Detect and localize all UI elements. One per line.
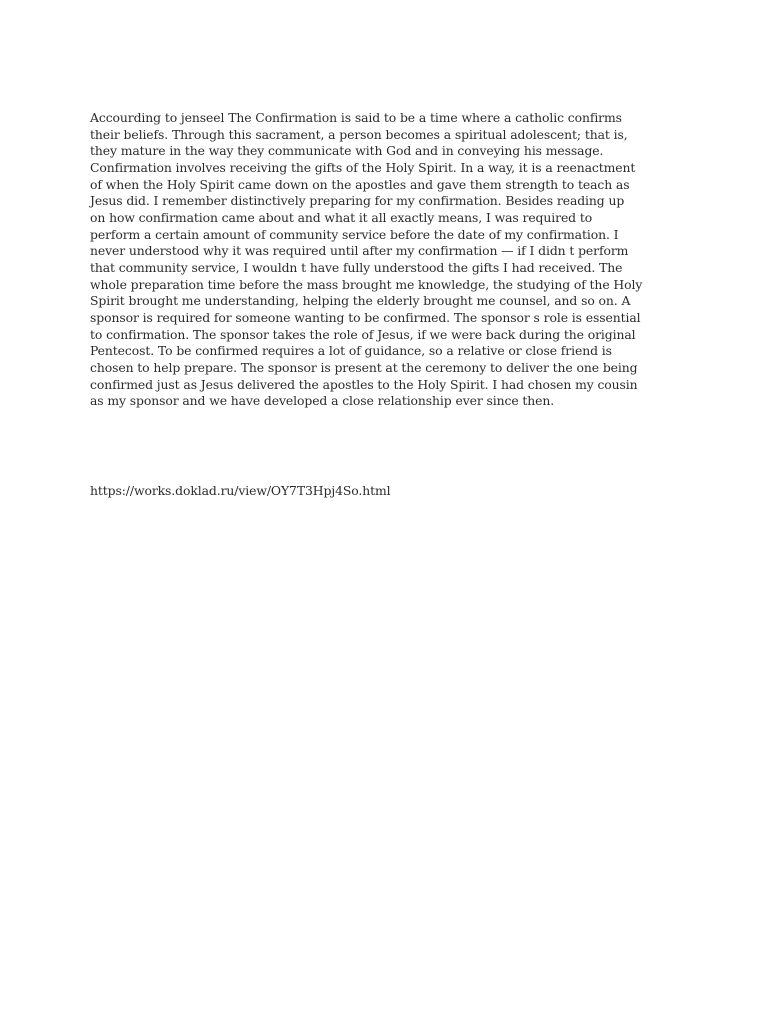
paragraph-line: whole preparation time before the mass brought me knowledge, the studying of the Holy [90,276,643,292]
paragraph-line: as my sponsor and we have developed a close relationship ever since then. [90,393,555,409]
paragraph-line: perform a certain amount of community service before the date of my confirmation. I [90,226,619,242]
paragraph-line: chosen to help prepare. The sponsor is present at the ceremony to deliver the one being [90,359,638,375]
paragraph-line: on how confirmation came about and what it all exactly means, I was required to [90,209,593,225]
paragraph-line: Pentecost. To be confirmed requires a lot of guidance, so a relative or close friend is [90,343,612,359]
body-paragraph [90,110,690,410]
paragraph-line: sponsor is required for someone wanting to be confirmed. The sponsor s role is essential [90,309,641,325]
paragraph-line: they mature in the way they communicate with God and in conveying his message. [90,143,604,159]
paragraph-line: of when the Holy Spirit came down on the apostles and gave them strength to teach as [90,176,630,192]
paragraph-line: Jesus did. I remember distinctively preparing for my confirmation. Besides reading up [90,193,625,209]
paragraph-line: to confirmation. The sponsor takes the role of Jesus, if we were back during the original [90,326,636,342]
paragraph-line: their beliefs. Through this sacrament, a person becomes a spiritual adolescent; that is, [90,126,628,142]
paragraph-line: Accourding to jenseel The Confirmation is said to be a time where a catholic confirms [90,110,622,125]
paragraph-line: never understood why it was required until after my confirmation — if I didn t perform [90,243,629,259]
paragraph-line: Confirmation involves receiving the gifts of the Holy Spirit. In a way, it is a reenactment [90,159,636,175]
paragraph-line: that community service, I wouldn t have fully understood the gifts I had received. The [90,259,623,275]
paragraph-line: Spirit brought me understanding, helping the elderly brought me counsel, and so on. A [90,293,631,309]
source-url: https://works.doklad.ru/view/OY7T3Hpj4So.html [90,483,391,498]
paragraph-line: confirmed just as Jesus delivered the apostles to the Holy Spirit. I had chosen my cousin [90,376,638,392]
